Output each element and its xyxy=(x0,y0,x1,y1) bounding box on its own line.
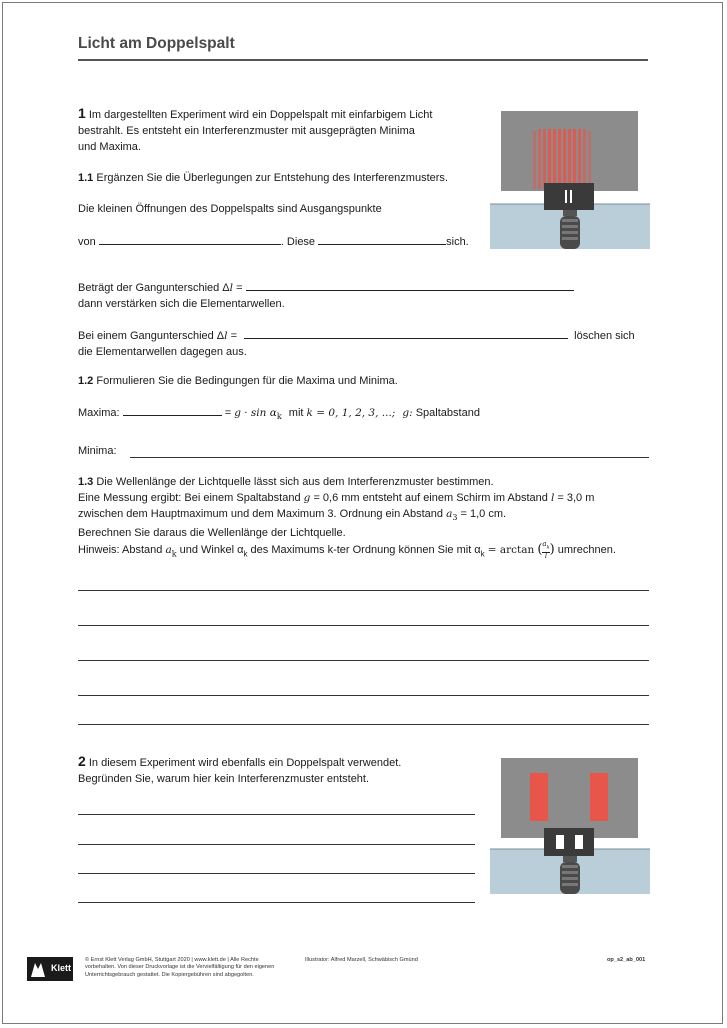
answer-line[interactable] xyxy=(78,590,649,591)
klett-logo-text: Klett xyxy=(51,963,71,973)
task1-3-text: 1.3 Die Wellenlänge der Lichtquelle lässt sich aus dem Interferenzmuster bestimmen. Eine Messung ergibt: Bei einem Spaltabstand g = 0,6 mm entsteht auf einem Schirm im Abstand l = 3,0 m zwischen dem Hauptmaximum und dem Maximum 3. Ordnung ein Abstand $a_3 = 1,0$ cm. Berechnen Sie daraus die Wellenlänge der Lichtquelle. Hinweis: Abstand $a_k$ und Winkel $\alpha_k$ des Maximums k-ter Ordnung können Sie mit $\alpha_k = \arctan$ ( $\frac{a_k}{l}$ ) umrechnen. xyxy=(78,476,616,560)
document-code: op_s2_ab_001 xyxy=(607,957,646,963)
copyright-text: © Ernst Klett Verlag GmbH, Stuttgart 2020 | www.klett.de | Alle Rechte vorbehalten. Von dieser Druckvorlage ist die Vervielfältigung für den eigenen Unterrichtsgebrauch gestattet. Die Kopiergebühren sind abgegolten. xyxy=(85,957,275,978)
answer-line[interactable] xyxy=(78,660,649,661)
answer-line[interactable] xyxy=(78,814,475,815)
task1-2-heading: 1.2 Formulieren Sie die Bedingungen für die Maxima und Minima. xyxy=(78,375,398,387)
task1-number: 1 xyxy=(78,105,86,121)
task2-number: 2 xyxy=(78,753,86,769)
blank-gangunterschied-min[interactable] xyxy=(244,327,568,339)
openings-text: Die kleinen Öffnungen des Doppelspalts sind Ausgangspunkte xyxy=(78,203,382,215)
answer-line[interactable] xyxy=(78,902,475,903)
blank-gangunterschied-max[interactable] xyxy=(246,279,574,291)
task1-intro: 1 Im dargestellten Experiment wird ein Doppelspalt mit einfarbigem Licht bestrahlt. Es entsteht ein Interferenzmuster mit ausgeprägten Minima und Maxima. xyxy=(78,105,433,153)
gangunterschied-1: Beträgt der Gangunterschied Δl = dann verstärken sich die Elementarwellen. xyxy=(78,279,574,313)
gangunterschied-2: Bei einem Gangunterschied Δl = löschen sich die Elementarwellen dagegen aus. xyxy=(78,327,635,361)
answer-line[interactable] xyxy=(78,695,649,696)
task1-1-heading: 1.1 Ergänzen Sie die Überlegungen zur Entstehung des Interferenzmusters. xyxy=(78,172,448,184)
double-slit-illustration-1 xyxy=(490,111,650,249)
minima-label: Minima: xyxy=(78,445,117,457)
klett-logo xyxy=(27,957,73,981)
fraction: $\frac{a_k}{l}$ xyxy=(542,540,550,560)
answer-line[interactable] xyxy=(78,625,649,626)
answer-line[interactable] xyxy=(78,724,649,725)
answer-line[interactable] xyxy=(78,873,475,874)
blank-maxima[interactable] xyxy=(123,404,222,416)
blank-von[interactable] xyxy=(99,233,281,245)
page-title: Licht am Doppelspalt xyxy=(78,35,235,52)
answer-line[interactable] xyxy=(78,844,475,845)
light-spot-right xyxy=(590,773,608,821)
maxima-row: Maxima: = $g \cdot \sin \alpha_k$ mit k = 0, 1, 2, 3, ...; g: Spaltabstand xyxy=(78,404,480,425)
double-slit-illustration-2 xyxy=(490,758,650,894)
title-divider xyxy=(78,59,648,61)
von-line: von . Diese sich. xyxy=(78,233,469,251)
illustrator-credit: Illustrator: Alfred Marzell, Schwäbisch Gmünd xyxy=(305,957,418,963)
light-spot-left xyxy=(530,773,548,821)
task2-text: 2 In diesem Experiment wird ebenfalls ein Doppelspalt verwendet. Begründen Sie, warum hier kein Interferenzmuster entsteht. xyxy=(78,753,402,785)
blank-minima[interactable] xyxy=(130,457,649,458)
blank-diese[interactable] xyxy=(318,233,446,245)
